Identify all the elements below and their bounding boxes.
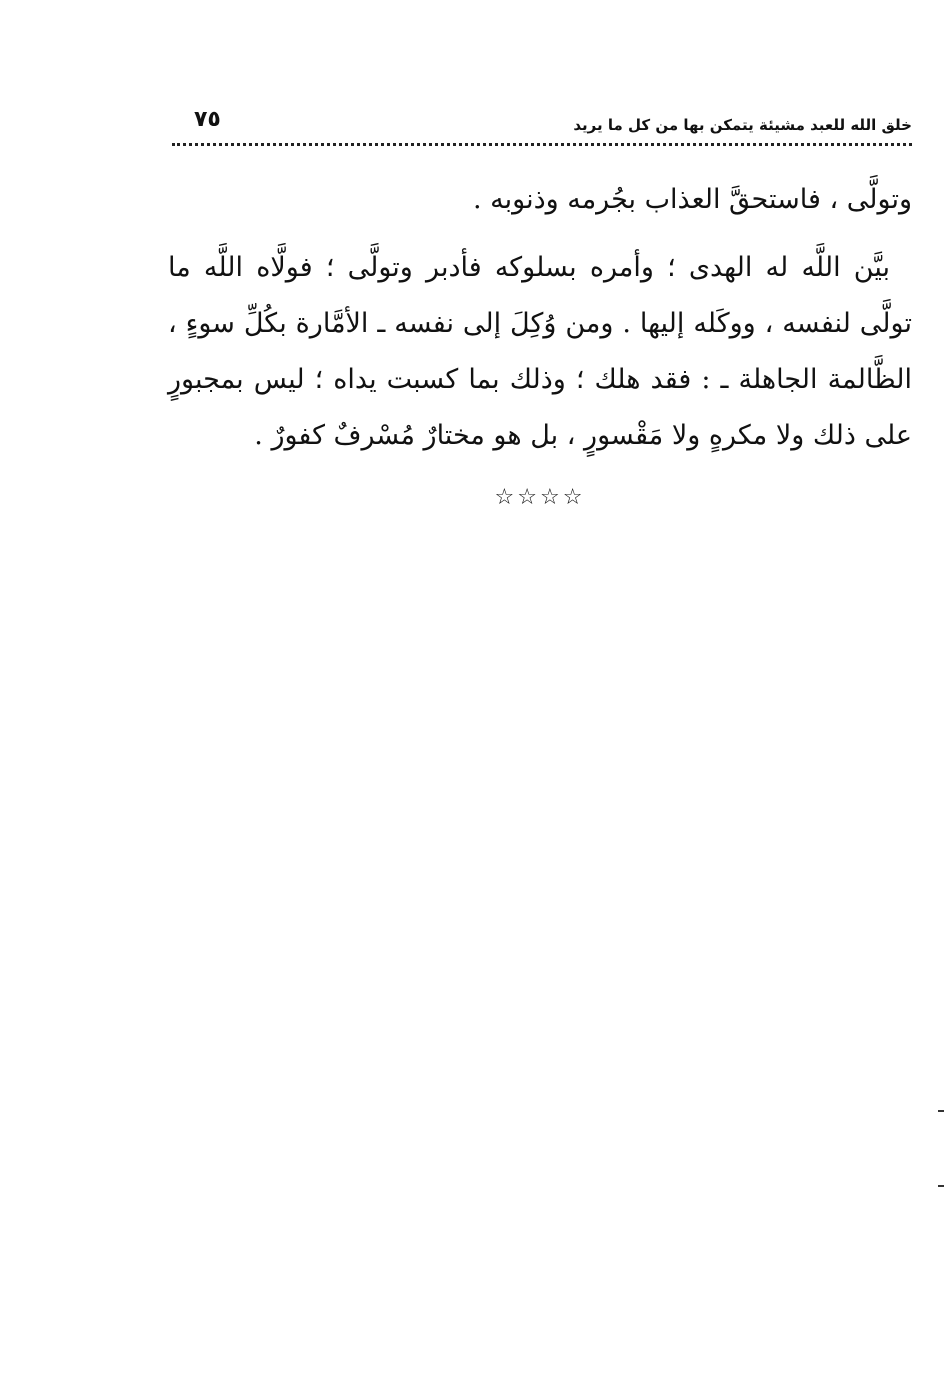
body-paragraph: وتولَّى ، فاستحقَّ العذاب بجُرمه وذنوبه . [472,184,912,215]
running-title: خلق الله للعبد مشيئة يتمكن بها من كل ما يريد [573,116,912,134]
section-separator-stars: ☆☆☆☆ [494,485,586,510]
header-rule [172,143,912,146]
body-paragraph: بيَّن اللَّه له الهدى ؛ وأمره بسلوكه فأدبر وتولَّى ؛ فولَّاه اللَّه ما تولَّى لنفسه ، ووكَله إليها . ومن وُكِلَ إلى نفسه ـ الأمَّارة بكُلِّ سوءٍ ، الظَّالمة الجاهلة ـ : فقد هلك ؛ وذلك بما كسبت يداه ؛ ليس بمجبورٍ على ذلك ولا مكرهٍ ولا مَقْسورٍ ، بل هو مختارٌ مُسْرفٌ كفورٌ . [168,252,912,451]
page-number: ٧٥ [194,107,221,132]
scan-mark [938,1185,944,1187]
page-header [172,107,912,140]
scan-mark [938,1110,944,1112]
